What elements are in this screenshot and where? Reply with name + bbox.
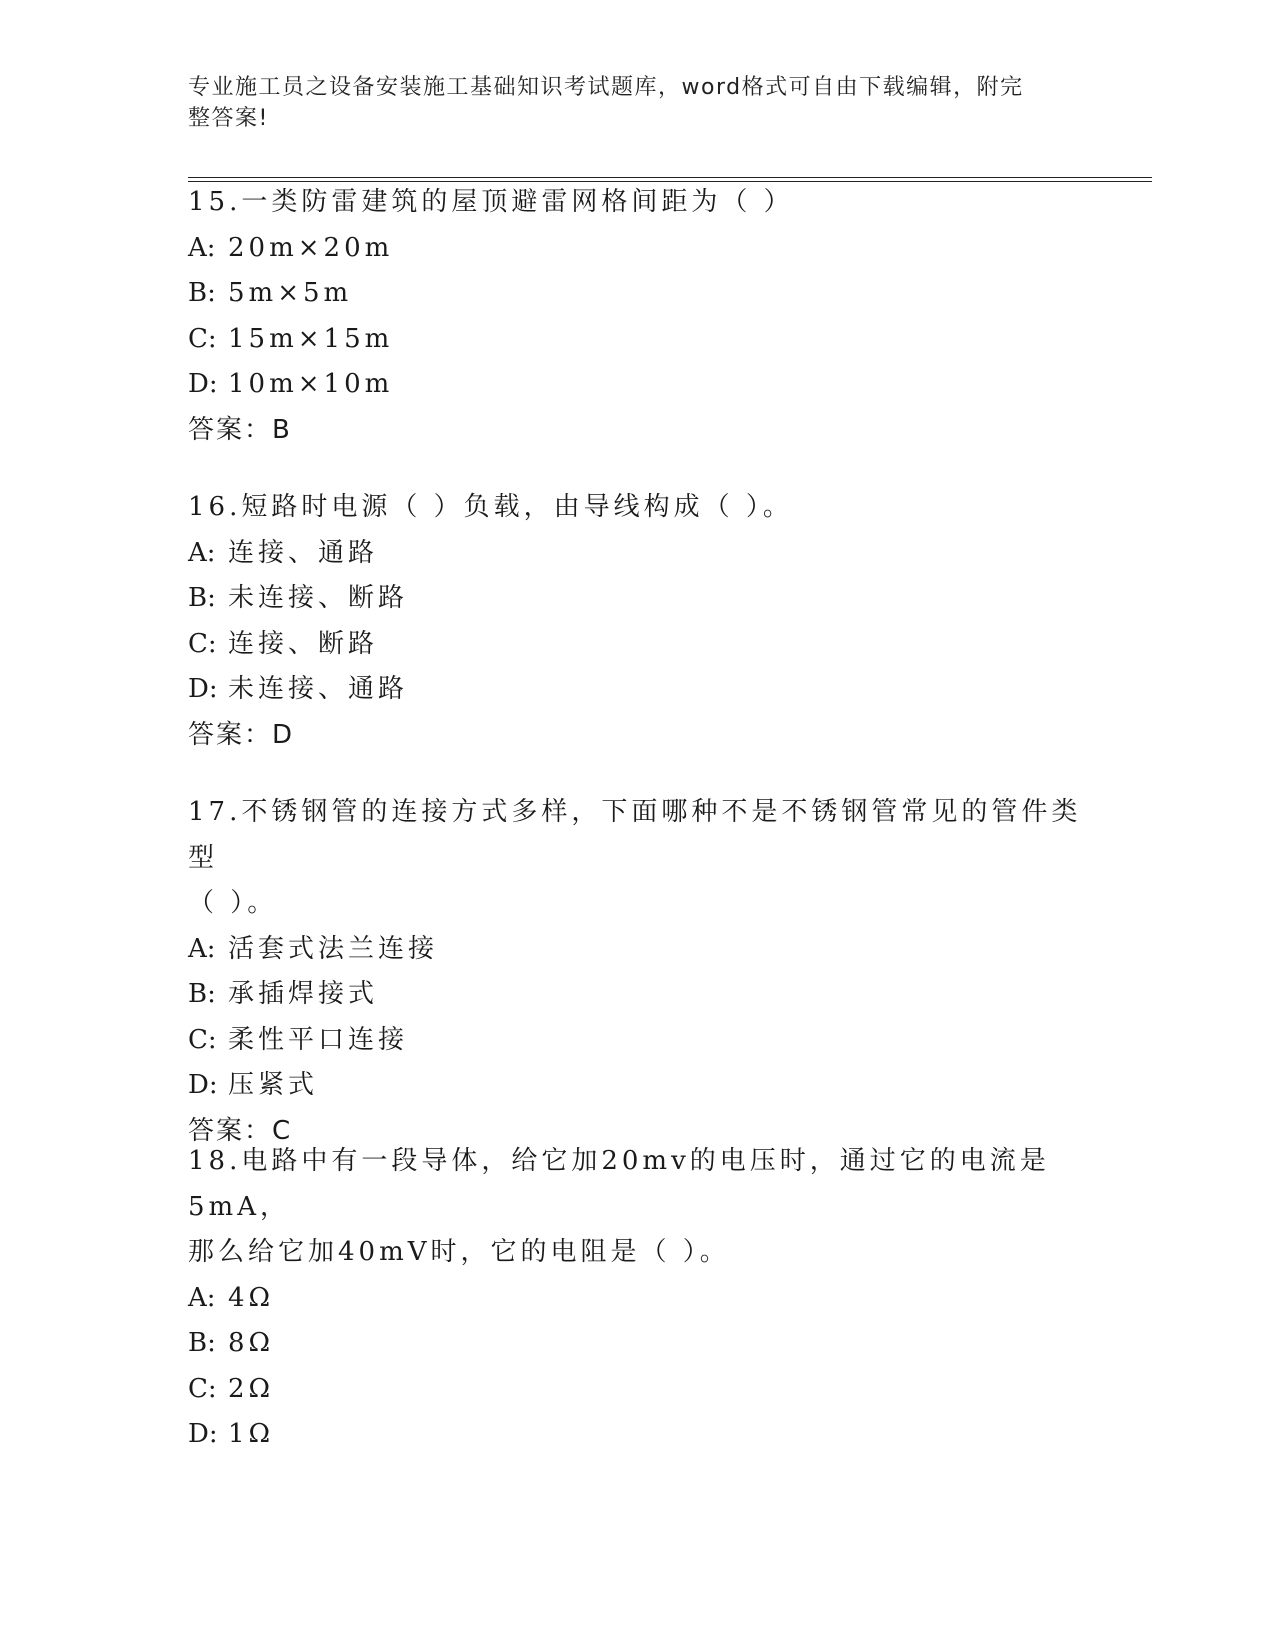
option-text: 未连接、断路 xyxy=(228,583,409,613)
option-label: D: xyxy=(188,369,218,399)
option-label: A: xyxy=(188,933,216,964)
option-label: A: xyxy=(188,537,216,568)
option-label: C: xyxy=(188,628,217,659)
option-label: A: xyxy=(188,232,216,263)
option-label: A: xyxy=(188,1282,216,1313)
option-label: D: xyxy=(188,1070,218,1100)
option-text: 20m×20m xyxy=(228,232,394,263)
option-c xyxy=(188,622,1088,668)
option-c xyxy=(188,1018,1088,1064)
question-15 xyxy=(188,180,1088,453)
option-label: C: xyxy=(188,323,217,354)
option-text: 连接、通路 xyxy=(228,537,379,568)
answer-line: 答案：B xyxy=(188,414,292,445)
document-header xyxy=(188,72,1068,134)
option-label: D: xyxy=(188,674,218,704)
option-label: C: xyxy=(188,1373,217,1404)
option-label: C: xyxy=(188,1024,217,1055)
option-text: 4Ω xyxy=(228,1282,275,1313)
option-label: B: xyxy=(188,278,216,308)
question-text: 18.电路中有一段导体，给它加20mv的电压时，通过它的电流是5mA， xyxy=(188,1146,1050,1222)
question-text: 17.不锈钢管的连接方式多样，下面哪种不是不锈钢管常见的管件类型 xyxy=(188,797,1082,873)
question-text: 16.短路时电源（ ）负载，由导线构成（ ）。 xyxy=(188,492,793,522)
question-18 xyxy=(188,1139,1088,1458)
option-text: 2Ω xyxy=(228,1373,275,1404)
option-label: B: xyxy=(188,979,216,1009)
option-d xyxy=(188,1063,1088,1109)
option-c xyxy=(188,317,1088,363)
option-text: 活套式法兰连接 xyxy=(228,933,439,964)
option-a xyxy=(188,531,1088,577)
question-17 xyxy=(188,790,1088,1154)
option-text: 8Ω xyxy=(228,1328,275,1358)
answer-line: 答案：C xyxy=(188,1115,293,1146)
option-a xyxy=(188,226,1088,272)
option-c xyxy=(188,1367,1088,1413)
option-label: B: xyxy=(188,1328,216,1358)
option-text: 压紧式 xyxy=(228,1070,319,1100)
question-text-continued: 那么给它加40mV时，它的电阻是（ ）。 xyxy=(188,1237,730,1267)
option-b xyxy=(188,972,1088,1018)
option-text: 柔性平口连接 xyxy=(228,1024,409,1055)
question-text: 15.一类防雷建筑的屋顶避雷网格间距为（ ） xyxy=(188,187,794,217)
option-a xyxy=(188,1276,1088,1322)
option-d xyxy=(188,667,1088,713)
option-d xyxy=(188,1412,1088,1458)
answer-line: 答案：D xyxy=(188,719,295,750)
question-text-continued: （ ）。 xyxy=(188,888,278,918)
question-16 xyxy=(188,485,1088,758)
option-label: B: xyxy=(188,583,216,613)
option-b xyxy=(188,1321,1088,1367)
option-label: D: xyxy=(188,1419,218,1449)
option-text: 承插焊接式 xyxy=(228,979,379,1009)
option-text: 10m×10m xyxy=(228,369,394,399)
option-text: 15m×15m xyxy=(228,323,394,354)
option-a xyxy=(188,927,1088,973)
option-text: 未连接、通路 xyxy=(228,674,409,704)
header-line-2: 整答案! xyxy=(188,106,269,131)
option-b xyxy=(188,271,1088,317)
header-line-1: 专业施工员之设备安装施工基础知识考试题库，word格式可自由下载编辑，附完 xyxy=(188,75,1024,100)
option-b xyxy=(188,576,1088,622)
option-d xyxy=(188,362,1088,408)
option-text: 连接、断路 xyxy=(228,628,379,659)
option-text: 5m×5m xyxy=(228,278,353,308)
header-divider-top xyxy=(188,177,1152,178)
option-text: 1Ω xyxy=(228,1419,275,1449)
